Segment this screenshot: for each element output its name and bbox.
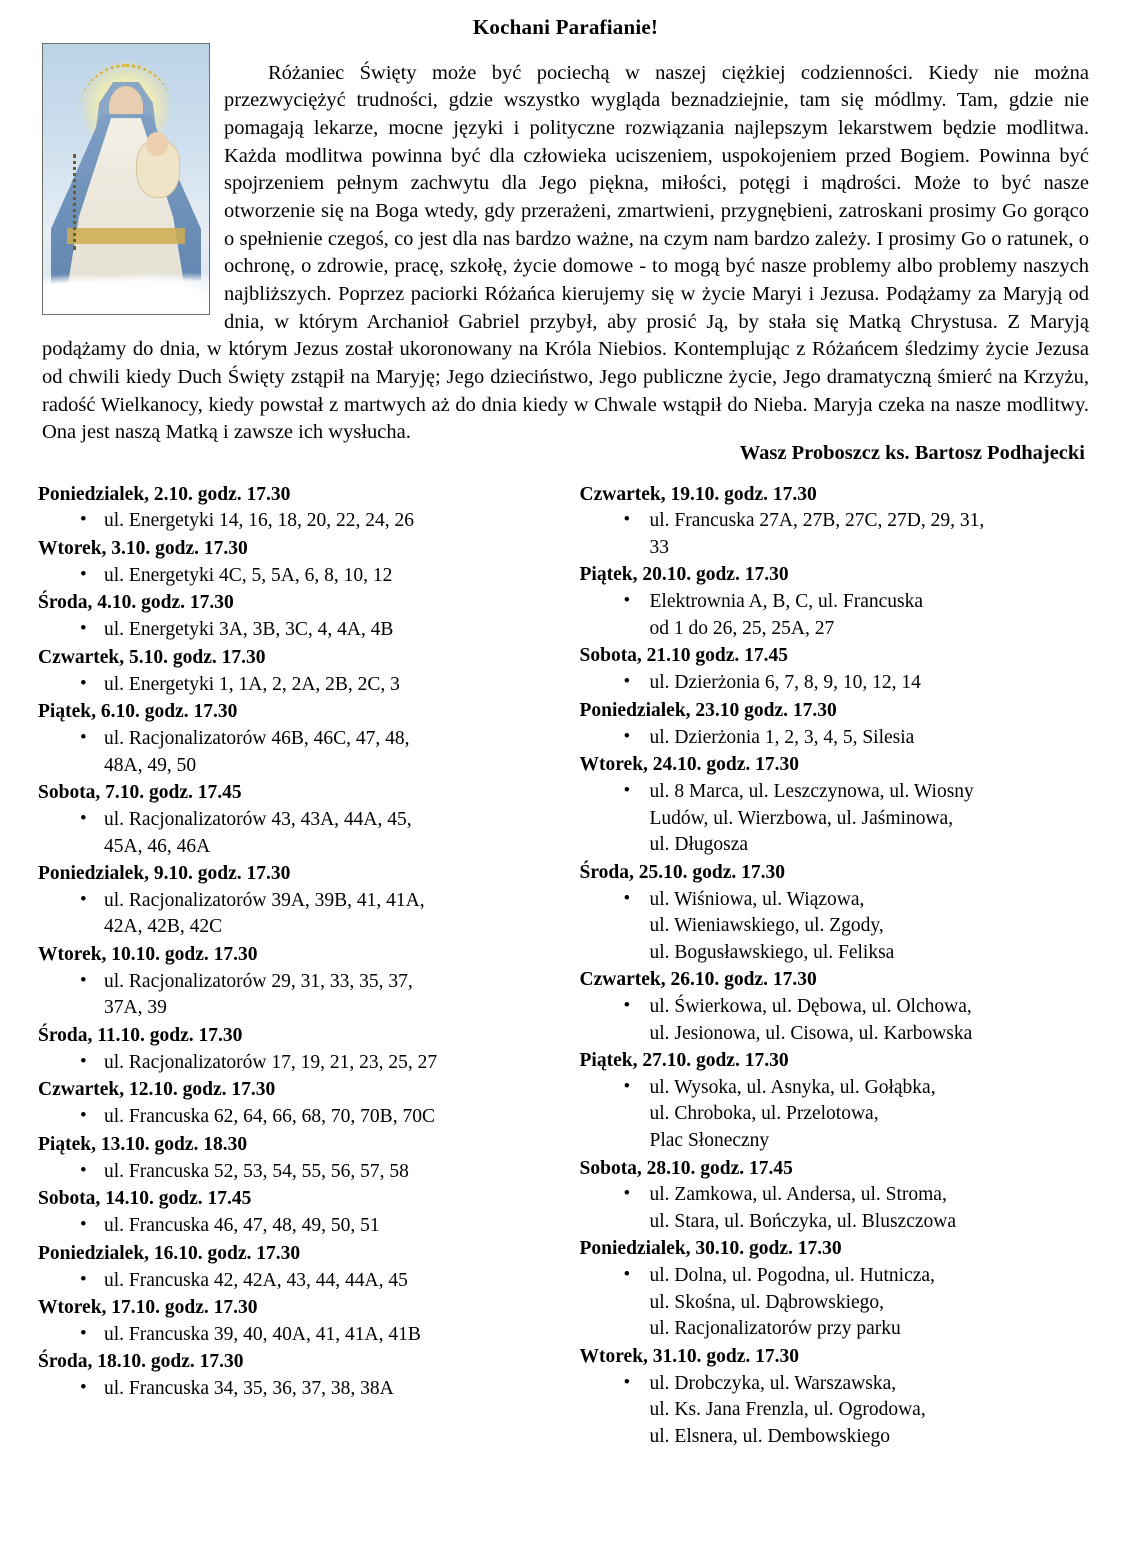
schedule-entry-date: Piątek, 27.10. godz. 17.30 (579, 1050, 789, 1072)
schedule-entry-streets (580, 1371, 1098, 1451)
schedule-street-line: ul. Długosza (649, 834, 749, 856)
schedule-street-line: Plac Słoneczny (649, 1130, 770, 1151)
schedule-entry-date: Czwartek, 19.10. godz. 17.30 (579, 483, 817, 505)
schedule-entry (38, 1349, 556, 1402)
schedule-entry-streets (38, 617, 556, 644)
schedule-entry-date: Czwartek, 12.10. godz. 17.30 (38, 1079, 276, 1101)
schedule-street-line: ul. Ks. Jana Frenzla, ul. Ogrodowa, (649, 1399, 926, 1421)
schedule-street-line: • ul. Dzierżonia 6, 7, 8, 9, 10, 12, 14 (580, 670, 1098, 697)
schedule-entry (38, 1295, 556, 1348)
schedule-entry-date: Sobota, 14.10. godz. 17.45 (38, 1188, 252, 1210)
schedule-entry-streets (38, 969, 556, 1022)
schedule-entry-streets (580, 589, 1098, 642)
schedule-entry-date: Wtorek, 31.10. godz. 17.30 (579, 1345, 800, 1367)
schedule-entry-date: Piątek, 13.10. godz. 18.30 (38, 1133, 248, 1155)
schedule-street-line: • ul. Racjonalizatorów 43, 43A, 44A, 45, (38, 807, 556, 834)
schedule-street-line: • ul. Energetyki 14, 16, 18, 20, 22, 24, 26 (38, 508, 556, 535)
schedule-entry (38, 482, 556, 535)
schedule-entry-streets (38, 672, 556, 699)
schedule-street-line: • ul. Świerkowa, ul. Dębowa, ul. Olchowa, (580, 994, 1098, 1021)
schedule-entry (38, 699, 556, 779)
rosary-schedule (0, 468, 1131, 1452)
schedule-entry (38, 1023, 556, 1076)
schedule-entry-date: Wtorek, 3.10. godz. 17.30 (38, 537, 248, 559)
schedule-entry-streets (38, 563, 556, 590)
schedule-entry-date: Sobota, 28.10. godz. 17.45 (579, 1157, 793, 1179)
clouds-base (43, 268, 209, 314)
schedule-entry-streets (38, 1159, 556, 1186)
schedule-entry-date: Środa, 11.10. godz. 17.30 (38, 1024, 243, 1046)
schedule-entry-date: Czwartek, 26.10. godz. 17.30 (579, 969, 817, 991)
schedule-street-line: • Elektrownia A, B, C, ul. Francuska (580, 589, 1098, 616)
schedule-entry (580, 698, 1098, 751)
schedule-entry (580, 860, 1098, 966)
schedule-street-line: ul. Racjonalizatorów przy parku (649, 1318, 901, 1340)
letter-body-text: Różaniec Święty może być pociechą w naszej ciężkiej codzienności. Kiedy nie można przezwyciężyć trudności, gdzie wszystko wygląda beznadziejnie, tam się módlmy. Tam, gdzie nie pomagają lekarze, mocne języki i polityczne rozwiązania najlepszym lekarstwem będzie modlitwa. Każda modlitwa powinna być dla człowieka uciszeniem, uspokojeniem przed Bogiem. Powinna być spojrzeniem pełnym zachwytu dla Jego piękna, miłości, potęgi i mądrości. Może to być nasze otworzenie się na Boga wtedy, gdy przerażeni, zmartwieni, przygnębieni, zatroskani prosimy Go gorąco o spełnienie czegoś, co jest dla nas bardzo ważne, na czym nam bardzo zależy. I prosimy Go o ratunek, o ochronę, o zdrowie, pracę, szkołę, życie domowe - to mogą być nasze problemy albo problemy naszych najbliższych. Poprzez paciorki Różańca kierujemy się w życie Maryi i Jezusa. Podążamy za Maryją od dnia, w którym Archanioł Gabriel przybył, aby prosić Ją, by stała się Matką Chrystusa. Z Maryją podążamy do dnia, w którym Jezus został ukoronowany na Króla Niebios. Kontemplując z Różańcem śledzimy życie Jezusa od chwili kiedy Duch Święty zstąpił na Maryję; Jego dzieciństwo, Jego publiczne życie, Jego dramatyczną śmierć na Krzyżu, radość Wielkanocy, kiedy powstał z martwych aż do dnia kiedy w Chwale wstąpił do Nieba. Maryja czeka na nasze modlitwy. Ona jest naszą Matką i zawsze ich wysłucha. (42, 61, 1089, 444)
schedule-entry-date: Piątek, 20.10. godz. 17.30 (579, 564, 789, 586)
schedule-street-line: ul. Stara, ul. Bończyka, ul. Bluszczowa (649, 1210, 957, 1232)
schedule-entry-date: Wtorek, 17.10. godz. 17.30 (38, 1297, 258, 1319)
schedule-street-line: • ul. Racjonalizatorów 29, 31, 33, 35, 37, (38, 969, 556, 996)
schedule-column-right (580, 482, 1098, 1452)
schedule-entry (580, 1156, 1098, 1236)
schedule-entry-date: Poniedzialek, 23.10 godz. 17.30 (579, 699, 837, 721)
schedule-street-line: • ul. Francuska 27A, 27B, 27C, 27D, 29, 31, (580, 508, 1098, 535)
schedule-entry (580, 1048, 1098, 1154)
schedule-street-line: 48A, 49, 50 (104, 754, 197, 776)
schedule-entry-date: Środa, 25.10. godz. 17.30 (579, 861, 785, 883)
schedule-entry-date: Wtorek, 24.10. godz. 17.30 (579, 754, 800, 776)
schedule-entry-date: Poniedzialek, 9.10. godz. 17.30 (38, 863, 291, 885)
schedule-entry-date: Piątek, 6.10. godz. 17.30 (38, 701, 238, 723)
schedule-entry-streets (38, 1322, 556, 1349)
schedule-street-line: • ul. Dolna, ul. Pogodna, ul. Hutnicza, (580, 1263, 1098, 1290)
schedule-entry-streets (580, 1075, 1098, 1155)
schedule-entry-date: Środa, 4.10. godz. 17.30 (38, 592, 234, 614)
page-title: Kochani Parafianie! (472, 15, 659, 39)
schedule-entry (580, 1344, 1098, 1450)
schedule-entry-streets (580, 1263, 1098, 1343)
schedule-entry-date: Czwartek, 5.10. godz. 17.30 (38, 646, 266, 668)
schedule-column-left (38, 482, 556, 1452)
schedule-entry-date: Poniedzialek, 16.10. godz. 17.30 (38, 1242, 301, 1264)
schedule-entry-streets (38, 508, 556, 535)
schedule-street-line: 42A, 42B, 42C (104, 916, 223, 938)
schedule-street-line: ul. Jesionowa, ul. Cisowa, ul. Karbowska (649, 1022, 973, 1044)
schedule-street-line: 33 (649, 536, 669, 558)
schedule-entry-streets (38, 726, 556, 779)
schedule-street-line: ul. Elsnera, ul. Dembowskiego (649, 1425, 890, 1447)
schedule-street-line: Ludów, ul. Wierzbowa, ul. Jaśminowa, (649, 807, 954, 829)
schedule-entry-streets (580, 1182, 1098, 1235)
schedule-street-line: • ul. Racjonalizatorów 46B, 46C, 47, 48, (38, 726, 556, 753)
schedule-entry-streets (38, 1376, 556, 1403)
schedule-street-line: • ul. Energetyki 3A, 3B, 3C, 4, 4A, 4B (38, 617, 556, 644)
schedule-entry (38, 1132, 556, 1185)
schedule-street-line: • ul. Energetyki 1, 1A, 2, 2A, 2B, 2C, 3 (38, 672, 556, 699)
golden-sash (67, 228, 185, 244)
letter-signature: Wasz Proboszcz ks. Bartosz Podhajecki (739, 441, 1085, 464)
schedule-entry (580, 752, 1098, 858)
schedule-entry-date: Wtorek, 10.10. godz. 17.30 (38, 944, 258, 965)
our-lady-of-the-rosary-image (42, 43, 210, 315)
schedule-entry-date: Poniedzialek, 30.10. godz. 17.30 (579, 1238, 842, 1260)
schedule-street-line: ul. Bogusławskiego, ul. Feliksa (649, 941, 895, 963)
schedule-entry-date: Środa, 18.10. godz. 17.30 (38, 1351, 244, 1373)
schedule-entry-streets (38, 888, 556, 941)
schedule-entry-streets (580, 994, 1098, 1047)
schedule-street-line: • ul. Zamkowa, ul. Andersa, ul. Stroma, (580, 1182, 1098, 1209)
rosary-beads-icon (73, 154, 78, 250)
schedule-entry (38, 590, 556, 643)
pastoral-letter (0, 0, 1131, 468)
schedule-entry (38, 645, 556, 698)
schedule-street-line: • ul. Racjonalizatorów 17, 19, 21, 23, 25, 27 (38, 1050, 556, 1077)
schedule-entry (38, 1241, 556, 1294)
schedule-street-line: • ul. Francuska 39, 40, 40A, 41, 41A, 41B (38, 1322, 556, 1349)
schedule-street-line: • ul. Francuska 46, 47, 48, 49, 50, 51 (38, 1213, 556, 1240)
child-jesus-head (146, 132, 168, 156)
schedule-entry-streets (38, 1213, 556, 1240)
schedule-entry-streets (580, 508, 1098, 561)
schedule-street-line: • ul. Francuska 42, 42A, 43, 44, 44A, 45 (38, 1268, 556, 1295)
schedule-entry (38, 780, 556, 860)
schedule-entry-streets (38, 1050, 556, 1077)
schedule-street-line: ul. Skośna, ul. Dąbrowskiego, (649, 1291, 885, 1313)
schedule-entry-date: Sobota, 21.10 godz. 17.45 (579, 645, 789, 667)
schedule-street-line: • ul. 8 Marca, ul. Leszczynowa, ul. Wiosny (580, 779, 1098, 806)
schedule-street-line: • ul. Francuska 34, 35, 36, 37, 38, 38A (38, 1376, 556, 1403)
schedule-entry (38, 536, 556, 589)
schedule-entry (580, 562, 1098, 642)
schedule-entry-streets (38, 1104, 556, 1131)
schedule-street-line: • ul. Wiśniowa, ul. Wiązowa, (580, 887, 1098, 914)
schedule-entry-date: Sobota, 7.10. godz. 17.45 (38, 782, 242, 804)
schedule-street-line: ul. Wieniawskiego, ul. Zgody, (649, 915, 884, 937)
schedule-street-line: 45A, 46, 46A (104, 835, 211, 857)
schedule-entry (580, 1236, 1098, 1342)
schedule-street-line: • ul. Racjonalizatorów 39A, 39B, 41, 41A, (38, 888, 556, 915)
schedule-entry (38, 1186, 556, 1239)
schedule-entry (580, 967, 1098, 1047)
schedule-street-line: 37A, 39 (104, 997, 167, 1019)
schedule-entry (38, 942, 556, 1022)
schedule-entry (580, 482, 1098, 562)
schedule-entry (580, 643, 1098, 696)
schedule-entry-streets (580, 725, 1098, 752)
schedule-street-line: ul. Chroboka, ul. Przelotowa, (649, 1103, 879, 1125)
schedule-street-line: • ul. Francuska 62, 64, 66, 68, 70, 70B, 70C (38, 1104, 556, 1131)
schedule-street-line: • ul. Dzierżonia 1, 2, 3, 4, 5, Silesia (580, 725, 1098, 752)
schedule-street-line: od 1 do 26, 25, 25A, 27 (649, 617, 835, 639)
schedule-entry (38, 1077, 556, 1130)
schedule-entry-date: Poniedzialek, 2.10. godz. 17.30 (38, 483, 291, 505)
schedule-entry-streets (580, 779, 1098, 859)
schedule-street-line: • ul. Francuska 52, 53, 54, 55, 56, 57, 58 (38, 1159, 556, 1186)
schedule-street-line: • ul. Wysoka, ul. Asnyka, ul. Gołąbka, (580, 1075, 1098, 1102)
schedule-street-line: • ul. Drobczyka, ul. Warszawska, (580, 1371, 1098, 1398)
schedule-entry-streets (580, 887, 1098, 967)
schedule-entry-streets (38, 1268, 556, 1295)
schedule-entry-streets (580, 670, 1098, 697)
schedule-street-line: • ul. Energetyki 4C, 5, 5A, 6, 8, 10, 12 (38, 563, 556, 590)
schedule-entry (38, 861, 556, 941)
schedule-entry-streets (38, 807, 556, 860)
